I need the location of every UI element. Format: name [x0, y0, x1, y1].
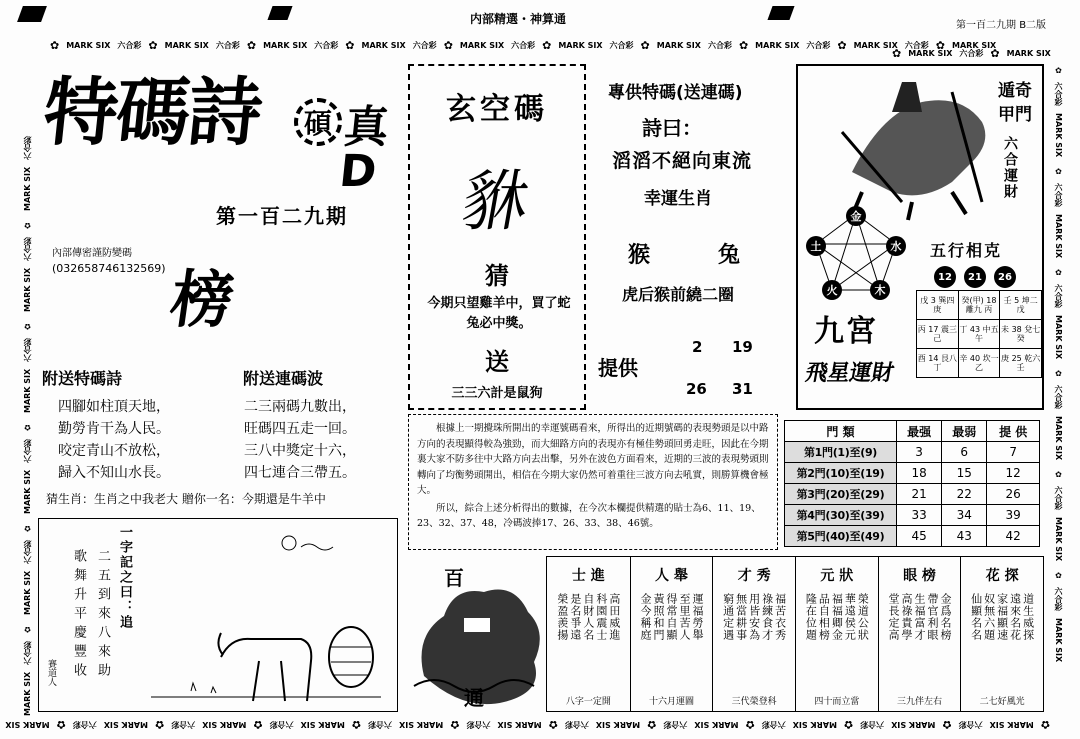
song-text: 三三六計是鼠狗 [451, 386, 543, 401]
column-line: 帶官利眼 [926, 593, 939, 641]
poem-line: 二三兩碼九數出， [244, 399, 356, 415]
juren-column [630, 557, 713, 711]
column-footer: 十六月運圖 [648, 697, 694, 707]
zodiac-two: 兔 [718, 242, 741, 268]
guess-line: 猜生肖：生肖之中我老大 贈你一名：今期還是牛羊中 [46, 492, 326, 506]
qimen-title-a: 遁奇 [998, 81, 1032, 101]
column-footer: 三九伴左右 [897, 697, 943, 707]
mountain-art [151, 527, 381, 707]
lian-poem-title: 附送連碼波 [243, 369, 324, 388]
grid-cell: 丁 43 中五 午 [958, 320, 1000, 349]
zhuangong-block [598, 68, 794, 408]
poem-line: 三八中獎定十六， [244, 443, 356, 459]
column-line: 高田威進 [607, 593, 621, 641]
wuxing-title: 五行相克 [930, 241, 1003, 260]
ziji-line: 二五到來八來助 [95, 549, 110, 682]
xuankong-box [408, 64, 586, 410]
column-line: 運福勞舉 [690, 593, 704, 641]
column-line: 生福富才 [913, 593, 926, 641]
wuxing-wood: 木 [870, 280, 890, 300]
number-circle: 26 [994, 266, 1016, 288]
issue-number: 第一百二九期 [216, 204, 348, 228]
main-title: 特碼詩 [39, 70, 265, 156]
table-cell: 22 [942, 484, 987, 505]
grid-cell: 辛 40 坎一 乙 [958, 349, 1000, 378]
zhuangyuan-column [795, 557, 878, 711]
column-line: 祿練食才 [760, 593, 774, 641]
te-poem-title: 附送特碼詩 [42, 369, 123, 388]
analysis-box [408, 414, 778, 550]
grid-cell: 酉 14 艮八 丁 [917, 349, 959, 378]
zhuangong-title: 專供特碼(送連碼) [608, 83, 743, 103]
table-cell: 34 [942, 505, 987, 526]
table-row [785, 442, 1040, 463]
table-row [785, 484, 1040, 505]
tiger-line: 虎后猴前繞二圈 [622, 285, 735, 304]
top-black-bar [17, 6, 47, 22]
grid-cell: 壬 5 坤二 戊 [1000, 291, 1042, 320]
guess-text: 今期只望雞羊中，買了蛇兔必中獎。 [427, 296, 571, 331]
mid-art-top-char: 百 [444, 566, 464, 590]
column-line: 是名爭遠 [568, 593, 582, 641]
table-row [785, 505, 1040, 526]
table-header: 最弱 [942, 421, 987, 442]
table-cell: 7 [987, 442, 1040, 463]
column-line: 堂長定高 [887, 593, 900, 641]
column-line: 遠來名花 [1008, 593, 1022, 641]
right-logo-strip: ✿六合彩MARK SIX ✿六合彩MARK SIX ✿六合彩MARK SIX ✿六合彩MARK SIX ✿六合彩MARK SIX ✿六合彩MARK SIX [1054, 66, 1063, 663]
column-line: 金爲名榜 [939, 593, 952, 641]
scholar-column [547, 557, 630, 711]
grid-cell: 庚 25 乾六 壬 [1000, 349, 1042, 378]
warrior-art [832, 72, 1002, 222]
xuankong-title: 玄空碼 [446, 92, 548, 127]
column-line: 福福卿金 [830, 593, 844, 641]
column-body [804, 593, 869, 694]
table-cell: 33 [897, 505, 942, 526]
qimen-box [796, 64, 1044, 410]
table-cell: 6 [942, 442, 987, 463]
left-logo-strip: MARK SIX六合彩✿ MARK SIX六合彩✿ MARK SIX六合彩✿ MARK SIX六合彩✿ MARK SIX六合彩✿ MARK SIX六合彩 [23, 135, 32, 716]
xiucai-column [712, 557, 795, 711]
table-header: 門 類 [785, 421, 897, 442]
column-line: 科園震士 [594, 593, 608, 641]
table-cell: 12 [987, 463, 1040, 484]
column-line: 隆在位題 [804, 593, 818, 641]
table-cell: 3 [897, 442, 942, 463]
top-black-bar [767, 6, 794, 20]
phone-number: (032658746132569) [52, 262, 166, 275]
column-line: 華遠侯元 [843, 593, 857, 641]
table-cell: 第2門(10)至(19) [785, 463, 897, 484]
column-title: 人 舉 [655, 568, 688, 584]
column-title: 元 狀 [820, 568, 854, 584]
table-cell: 18 [897, 463, 942, 484]
column-line: 高祿貴學 [900, 593, 913, 641]
column-footer: 四十而立當 [814, 697, 860, 707]
column-line: 榮道公狀 [856, 593, 870, 641]
wuxing-water: 水 [886, 236, 906, 256]
grid-cell: 未 38 兌七 癸 [1000, 320, 1042, 349]
wuxing-fire: 火 [822, 280, 842, 300]
issue-tag: 第一百二九期 B二版 [956, 20, 1047, 31]
song-label: 送 [485, 347, 509, 376]
poem-line: 四七連合三帶五。 [244, 465, 356, 481]
ziji-signature: 賽道人 [46, 659, 56, 686]
title-circle-badge: 碩 [294, 98, 342, 146]
ziji-box [38, 518, 398, 712]
top-logo-strip: ✿ MARK SIX 六合彩 ✿ MARK SIX 六合彩 ✿ MARK SIX 六合彩 ✿ MARK SIX 六合彩 ✿ MARK SIX 六合彩 ✿ MARK SIX 六合彩 ✿ MARK SIX 六合彩 ✿ MARK SIX 六合彩 ✿ MARK SIX 六合彩 ✿ MARK SIX [50, 38, 997, 52]
poem-line: 歸入不知山水長。 [58, 465, 170, 481]
table-cell: 第3門(20)至(29) [785, 484, 897, 505]
title-block [39, 66, 404, 197]
column-line: 自財人名 [581, 593, 595, 641]
title-tail: 真D [337, 102, 390, 197]
ziji-title: 一字記之曰：追 [117, 525, 132, 630]
column-body [556, 593, 621, 694]
column-body [722, 593, 787, 694]
top-right-logo-strip: ✿ MARK SIX 六合彩 ✿ MARK SIX [892, 46, 1051, 60]
men-table-wrap [784, 420, 1040, 547]
bangyan-column [878, 557, 961, 711]
table-cell: 第5門(40)至(49) [785, 526, 897, 547]
column-body [639, 593, 704, 694]
table-cell: 42 [987, 526, 1040, 547]
grid-cell: 丙 17 震三 己 [917, 320, 959, 349]
men-table [784, 420, 1040, 547]
number-circle: 21 [964, 266, 986, 288]
analysis-paragraph: 根據上一期攪珠所開出的幸運號碼看來，所得出的近期號碼的表現勢頭是以中路方向的表現顯得較為強勁，而大細路方向的表現亦有極佳勢頭回勇走旺，因此在今期裏大家不防多往中大路方向去出擊，另外在波色方面看來，近期的三波的表現勢頭則轉向了均衡勢頭開出，相信在今期大家仍然可着重往三波方向去吼實，則勝算機會極大。 [417, 423, 769, 496]
table-cell: 45 [897, 526, 942, 547]
column-title: 才 秀 [737, 568, 771, 584]
mid-art [404, 556, 544, 714]
lucky-label: 幸運生肖 [644, 189, 712, 209]
column-line: 窮通定遇 [721, 593, 735, 641]
number-circle: 12 [934, 266, 956, 288]
liuhe-text: 六合運財 [1002, 136, 1018, 200]
table-cell: 43 [942, 526, 987, 547]
poem-line: 咬定青山不放松， [58, 443, 170, 459]
column-line: 用皆安為 [747, 593, 761, 641]
number: 2 [692, 338, 703, 356]
qimen-title-b: 甲門 [998, 105, 1032, 125]
xuankong-glyph: 貅 [456, 163, 536, 240]
wuxing-metal: 金 [846, 206, 866, 226]
column-line: 福苦衣秀 [773, 593, 787, 641]
number: 31 [732, 380, 753, 398]
grid-cell: 癸(甲) 18 離九 丙 [958, 291, 1000, 320]
table-cell: 39 [987, 505, 1040, 526]
analysis-paragraph: 所以，綜合上述分析得出的數據，在今次本欄提供精選的貼士為6、11、19、23、32、37、48，冷碼波捧17、26、33、38、46號。 [417, 502, 761, 529]
column-line: 無當耕事 [734, 593, 748, 641]
table-cell: 15 [942, 463, 987, 484]
bottom-columns [546, 556, 1044, 712]
column-body [970, 593, 1035, 694]
header-banner: 内部精選・神算通 [470, 12, 567, 26]
column-line: 得常自顯 [664, 593, 678, 641]
table-cell: 26 [987, 484, 1040, 505]
mid-art-bottom-char: 通 [464, 686, 484, 710]
feixing-text: 飛星運財 [803, 360, 897, 386]
wuxing-earth: 土 [806, 236, 826, 256]
column-line: 榮盈羨揚 [555, 593, 569, 641]
poem-label: 詩曰： [642, 116, 702, 140]
column-footer: 二七好風光 [979, 697, 1025, 707]
column-title: 士 進 [571, 568, 605, 584]
table-cell: 21 [897, 484, 942, 505]
bottom-logo-strip: ✿ MARK SIX 六合彩 ✿ MARK SIX 六合彩 ✿ MARK SIX 六合彩 ✿ MARK SIX 六合彩 ✿ MARK SIX 六合彩 ✿ MARK SIX 六合彩 ✿ MARK SIX 六合彩 ✿ MARK SIX 六合彩 ✿ MARK SIX 六合彩 ✿ MARK SIX 六合彩 ✿ MARK SIX [5, 718, 1050, 732]
column-footer: 八字一定開 [565, 697, 611, 707]
jiugong-grid [916, 290, 1042, 378]
table-row [785, 526, 1040, 547]
poem-line: 四腳如柱頂天地， [58, 399, 170, 415]
info-line: 內部傳密謹防變碼 [52, 248, 132, 259]
poem-line: 旺碼四五走一回。 [244, 421, 356, 437]
column-footer: 三代榮登科 [731, 697, 777, 707]
column-line: 品自相榜 [817, 593, 831, 641]
column-body [887, 593, 952, 694]
table-cell: 第4門(30)至(39) [785, 505, 897, 526]
number: 26 [686, 380, 707, 398]
column-line: 道生威探 [1021, 593, 1035, 641]
column-title: 花 探 [985, 568, 1019, 584]
column-title: 眼 榜 [903, 568, 936, 584]
poem-line: 滔滔不絕向東流 [612, 150, 753, 172]
top-black-bar [267, 6, 292, 20]
ziji-line: 歌舞升平慶豐收 [71, 549, 86, 682]
column-line: 仙顯名名 [969, 593, 983, 641]
grid-cell: 戊 3 巽四 庚 [917, 291, 959, 320]
tanhua-column [960, 557, 1043, 711]
table-row [785, 463, 1040, 484]
table-header: 提 供 [987, 421, 1040, 442]
bang-character: 榜 [166, 263, 239, 336]
column-line: 金今稱庭 [638, 593, 652, 641]
te-poem [58, 396, 170, 484]
zodiac-one: 猴 [628, 242, 651, 268]
number: 19 [732, 338, 753, 356]
column-line: 奴無六題 [982, 593, 996, 641]
column-line: 至里苦人 [677, 593, 691, 641]
jiugong-title: 九宮 [814, 314, 878, 349]
poem-line: 勤勞肯干為人民。 [58, 421, 170, 437]
lian-poem [244, 396, 356, 484]
provide-label: 提供 [598, 356, 638, 380]
column-line: 家福顯速 [995, 593, 1009, 641]
table-header: 最强 [897, 421, 942, 442]
guess-label: 猜 [485, 261, 509, 290]
table-cell: 第1門(1)至(9) [785, 442, 897, 463]
column-line: 黃照和門 [651, 593, 665, 641]
